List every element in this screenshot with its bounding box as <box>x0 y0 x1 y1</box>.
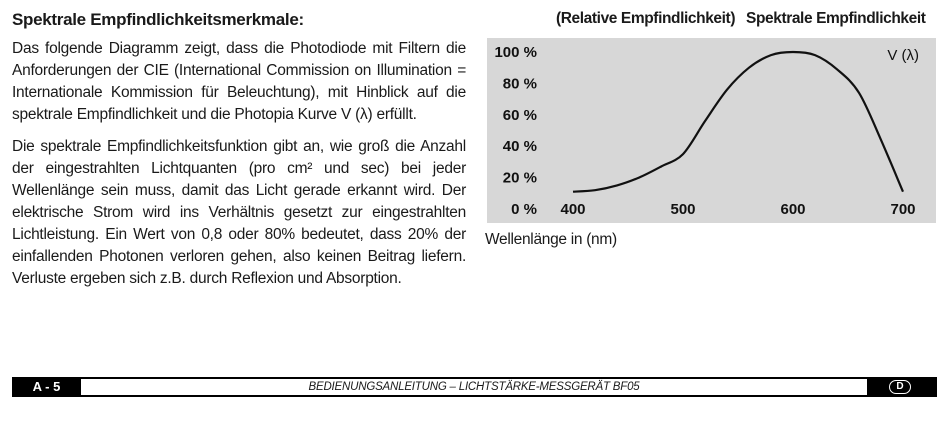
y-tick-label: 60 % <box>502 106 537 124</box>
y-tick-label: 80 % <box>502 75 537 93</box>
y-tick-label: 20 % <box>502 169 537 187</box>
series-label: V (λ) <box>887 47 919 64</box>
x-tick-label: 400 <box>560 201 586 218</box>
footer-bar <box>12 377 937 397</box>
series-line-v-lambda <box>573 52 903 192</box>
footer-title: BEDIENUNGSANLEITUNG – LICHTSTÄRKE-MESSGERÄT BF05 <box>308 381 640 393</box>
language-badge: D <box>889 380 911 394</box>
x-tick-label: 500 <box>670 201 696 218</box>
y-tick-label: 100 % <box>494 44 537 61</box>
intro-paragraph: Das folgende Diagramm zeigt, dass die Photodiode mit Filtern die Anforderungen der CIE (International Commission on Illumination = Internationale Kommission für Beleuchtung), mit Hinblick auf die spektrale Empfindlichkeit und die Photopia Kurve V (λ) erfüllt. <box>12 40 466 123</box>
chart-y-title: (Relative Empfindlichkeit) <box>556 10 736 27</box>
y-tick-label: 40 % <box>502 138 537 156</box>
explanation-paragraph: Die spektrale Empfindlichkeitsfunktion gibt an, wie groß die Anzahl der eingestrahlten Lichtquanten (pro cm² und sec) bei jeder Wellenlänge sein muss, damit das Licht gerade erkannt wird. Der elektrische Strom wird ins Verhältnis gesetzt zur eingestrahlten Lichtleistung. Ein Wert von 0,8 oder 80% bedeutet, dass 20% der einfallenden Photonen verloren gehen, also keinen Beitrag liefern. Verluste ergeben sich z.B. durch Reflexion und Absorption. <box>12 138 466 287</box>
x-axis-label: Wellenlänge in (nm) <box>485 231 617 248</box>
x-tick-label: 600 <box>780 201 806 218</box>
chart-title: Spektrale Empfindlichkeit <box>746 10 926 27</box>
section-heading: Spektrale Empfindlichkeitsmerkmale: <box>12 10 304 29</box>
footer-title-box <box>81 379 867 395</box>
chart-panel <box>487 38 936 223</box>
x-tick-label: 700 <box>890 201 916 218</box>
y-tick-label: 0 % <box>511 201 537 218</box>
page-number: A - 5 <box>32 379 61 394</box>
sensitivity-chart <box>487 38 936 223</box>
